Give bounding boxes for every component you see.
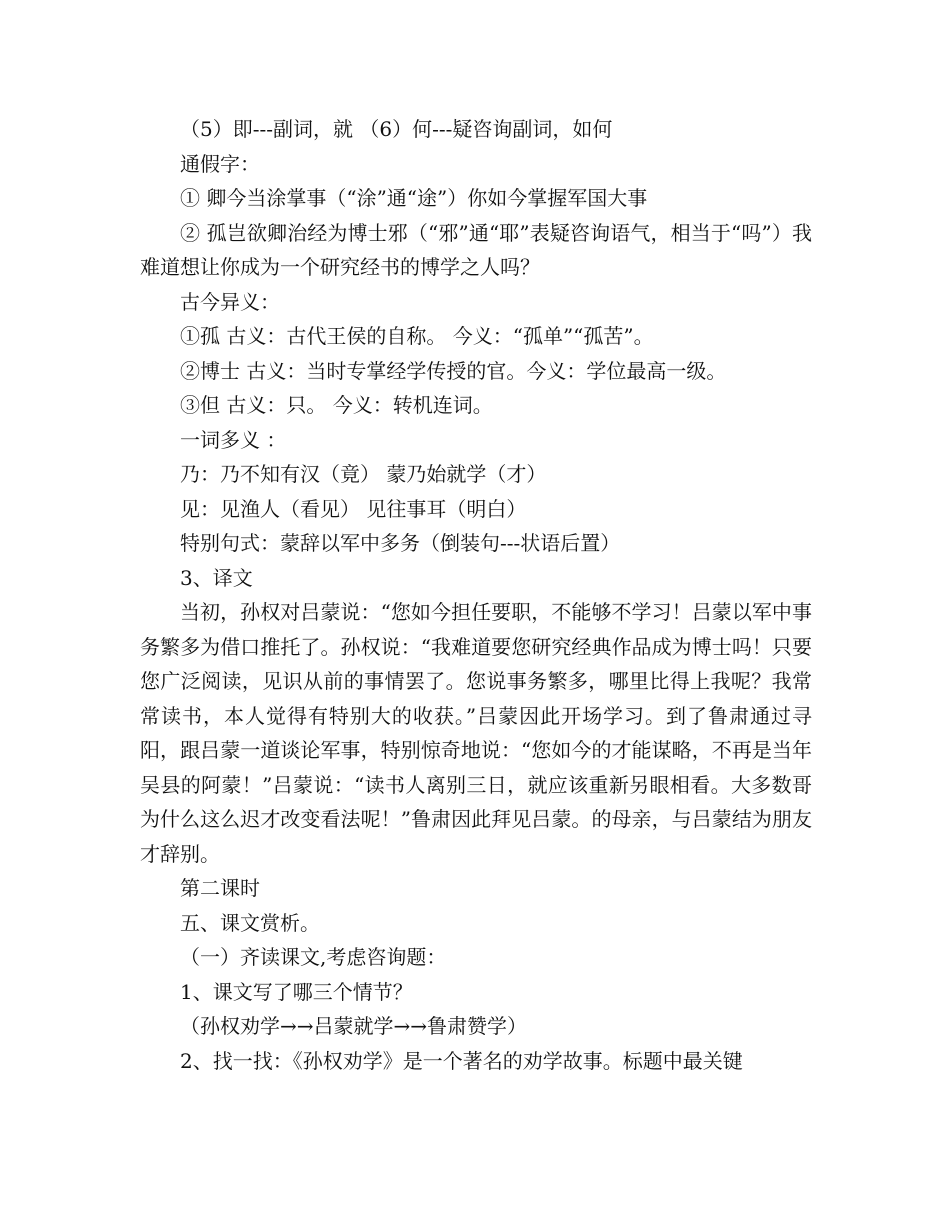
section-heading: 古今异义： — [180, 289, 280, 314]
section-heading: 五、课文赏析。 — [180, 910, 320, 935]
text-line: 见：见渔人（看见） 见往事耳（明白） — [180, 496, 527, 521]
text-line: 2、找一找：《孙权劝学》是一个著名的劝学故事。标题中最关键 — [180, 1048, 743, 1073]
text-line: ①孤 古义：古代王侯的自称。 今义：“孤单”“孤苦”。 — [180, 324, 654, 348]
section-heading: 通假字： — [180, 151, 260, 176]
text-line: ②博士 古义：当时专掌经学传授的官。今义：学位最高一级。 — [180, 358, 727, 383]
text-line: 乃：乃不知有汉（竟） 蒙乃始就学（才） — [180, 462, 547, 486]
text-paragraph: ② 孤岂欲卿治经为博士邪（“邪”通“耶”表疑咨询语气，相当于“吗”）我难道想让你成为一个研究经书的博学之人吗？ — [140, 220, 812, 279]
section-heading: 3、译文 — [180, 565, 253, 590]
text-line: 特别句式：蒙辞以军中多务（倒装句---状语后置） — [180, 531, 621, 555]
text-line: （5）即---副词，就 （6）何---疑咨询副词，如何 — [180, 117, 613, 141]
text-line: ① 卿今当涂掌事（“涂”通“途”）你如今掌握军国大事 — [180, 186, 648, 210]
text-line: （一）齐读课文,考虑咨询题： — [180, 945, 447, 969]
text-line: （孙权劝学→→吕蒙就学→→鲁肃赞学） — [180, 1014, 528, 1038]
text-line: ③但 古义：只。 今义：转机连词。 — [180, 393, 493, 417]
translation-paragraph: 当初，孙权对吕蒙说：“您如今担任要职，不能够不学习！吕蒙以军中事务繁多为借口推托了。孙权说：“我难道要您研究经典作品成为博士吗！只要您广泛阅读，见识从前的事情罢了。您说事务繁多，哪里比得上我呢？我常常读书，本人觉得有特别大的收获。”吕蒙因此开场学习。到了鲁肃通过寻阳，跟吕蒙一道谈论军事，特别惊奇地说：“您如今的才能谋略，不再是当年吴县的阿蒙！”吕蒙说：“读书人离别三日，就应该重新另眼相看。大多数哥为什么这么迟才改变看法呢！”鲁肃因此拜见吕蒙。的母亲，与吕蒙结为朋友才辞别。 — [140, 600, 812, 866]
section-heading: 第二课时 — [180, 876, 260, 900]
text-line: 1、课文写了哪三个情节？ — [180, 979, 413, 1004]
document-body — [140, 112, 812, 1078]
section-heading: 一词多义 ： — [180, 427, 287, 452]
